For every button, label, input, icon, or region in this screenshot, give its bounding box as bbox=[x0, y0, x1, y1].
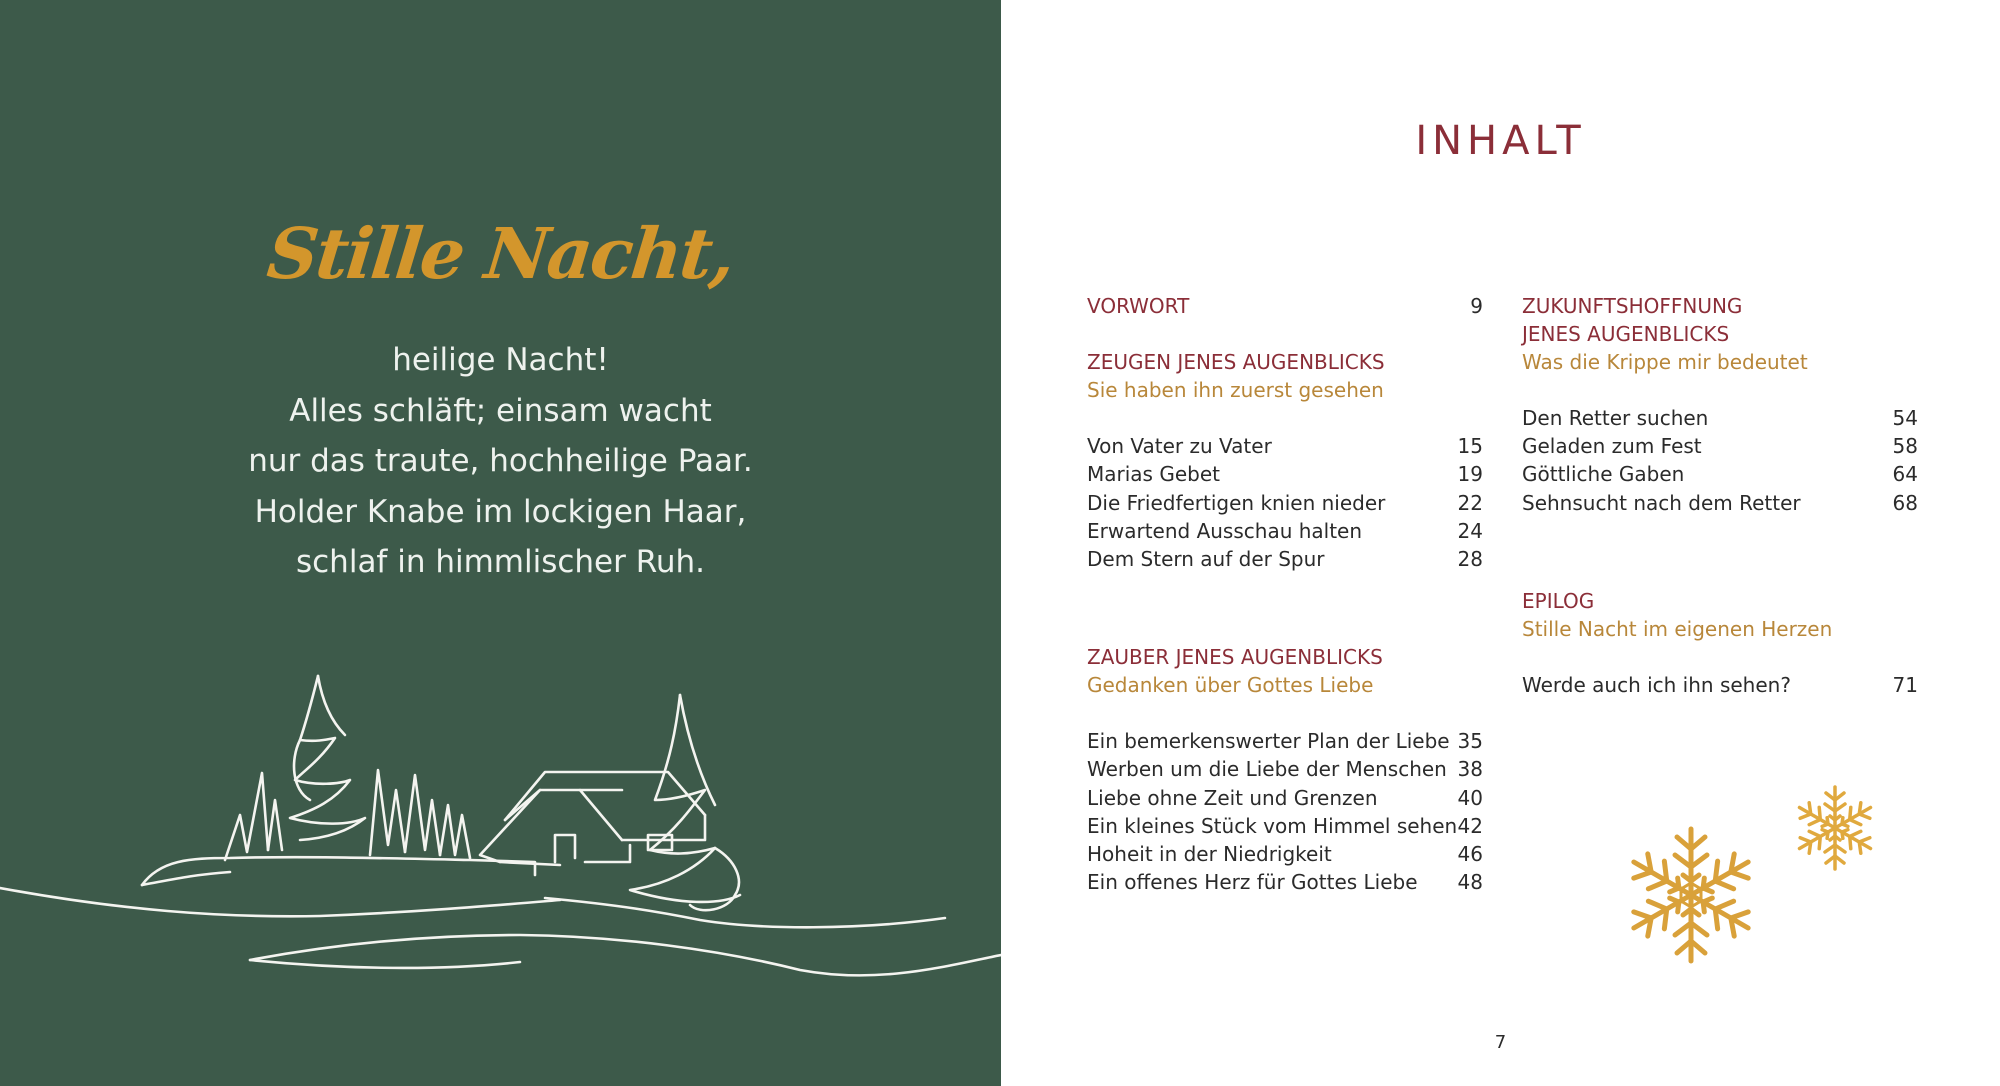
toc-column-left bbox=[1087, 292, 1483, 896]
toc-entry[interactable] bbox=[1522, 489, 1918, 517]
toc-entry[interactable] bbox=[1087, 784, 1483, 812]
toc-entry-label: Von Vater zu Vater bbox=[1087, 434, 1272, 459]
toc-entry-label: Dem Stern auf der Spur bbox=[1087, 547, 1325, 572]
poem-line: schlaf in himmlischer Ruh. bbox=[295, 544, 706, 580]
toc-entry-label: Marias Gebet bbox=[1087, 462, 1220, 487]
toc-entry[interactable] bbox=[1087, 755, 1483, 783]
poem-text bbox=[0, 335, 1001, 588]
poem-line: Holder Knabe im lockigen Haar, bbox=[254, 493, 747, 530]
toc-entry-page: 35 bbox=[1457, 729, 1483, 754]
toc-entry-page: 71 bbox=[1892, 672, 1918, 697]
toc-entry[interactable] bbox=[1087, 545, 1483, 573]
toc-entry-label: Sehnsucht nach dem Retter bbox=[1522, 490, 1801, 515]
section-subtitle: Gedanken über Gottes Liebe bbox=[1087, 673, 1374, 698]
section-subtitle: Was die Krippe mir bedeutet bbox=[1522, 350, 1808, 374]
toc-entry[interactable] bbox=[1522, 432, 1918, 460]
section-title: ZAUBER JENES AUGENBLICKS bbox=[1087, 645, 1383, 670]
toc-entry-label: Ein offenes Herz für Gottes Liebe bbox=[1087, 870, 1418, 895]
winter-landscape-illustration bbox=[0, 660, 1001, 990]
snowflake-icon bbox=[1627, 824, 1755, 966]
toc-entry-page: 28 bbox=[1457, 547, 1483, 572]
toc-entry-label: VORWORT bbox=[1087, 294, 1190, 318]
poem-line: heilige Nacht! bbox=[392, 342, 609, 378]
section-title: ZUKUNFTSHOFFNUNG bbox=[1522, 294, 1743, 318]
toc-entry-page: 68 bbox=[1892, 490, 1918, 515]
toc-entry[interactable] bbox=[1522, 460, 1918, 488]
toc-entry-page: 54 bbox=[1892, 406, 1918, 430]
toc-entry[interactable] bbox=[1087, 727, 1483, 755]
poem-title: Stille Nacht, bbox=[263, 212, 738, 295]
poem-line: nur das traute, hochheilige Paar. bbox=[248, 443, 753, 479]
toc-entry-page: 58 bbox=[1892, 434, 1918, 459]
toc-column-right bbox=[1522, 292, 1918, 699]
toc-section-epilog bbox=[1522, 587, 1918, 699]
right-page bbox=[1001, 0, 2000, 1086]
toc-entry-label: Geladen zum Fest bbox=[1522, 434, 1702, 459]
toc-entry-label: Göttliche Gaben bbox=[1522, 462, 1685, 487]
toc-entry-page: 64 bbox=[1892, 462, 1918, 487]
toc-entry-page: 48 bbox=[1457, 870, 1483, 895]
section-title: EPILOG bbox=[1522, 588, 1595, 613]
toc-entry-page: 38 bbox=[1457, 757, 1483, 782]
section-title: JENES AUGENBLICKS bbox=[1522, 322, 1730, 346]
toc-section-zeugen bbox=[1087, 348, 1483, 573]
toc-entry-page: 9 bbox=[1470, 294, 1483, 318]
poem-line: Alles schläft; einsam wacht bbox=[289, 392, 712, 429]
toc-entry[interactable] bbox=[1087, 840, 1483, 868]
section-subtitle: Sie haben ihn zuerst gesehen bbox=[1087, 378, 1384, 403]
toc-entry-label: Erwartend Ausschau halten bbox=[1087, 518, 1363, 543]
toc-entry-page: 22 bbox=[1457, 490, 1483, 515]
section-title: ZEUGEN JENES AUGENBLICKS bbox=[1087, 350, 1385, 375]
toc-entry-page: 40 bbox=[1457, 785, 1483, 810]
toc-entry-page: 19 bbox=[1457, 462, 1483, 487]
toc-entry[interactable] bbox=[1522, 671, 1918, 699]
toc-entry-page: 24 bbox=[1457, 518, 1483, 543]
toc-entry-page: 46 bbox=[1457, 842, 1483, 867]
toc-entry-label: Liebe ohne Zeit und Grenzen bbox=[1087, 785, 1378, 810]
toc-heading: INHALT bbox=[1415, 118, 1586, 164]
toc-entry[interactable] bbox=[1522, 404, 1918, 432]
toc-entry-label: Den Retter suchen bbox=[1522, 406, 1709, 430]
toc-entry[interactable] bbox=[1087, 868, 1483, 896]
toc-entry-label: Werben um die Liebe der Menschen bbox=[1087, 757, 1447, 782]
toc-entry[interactable] bbox=[1087, 489, 1483, 517]
toc-entry-label: Ein kleines Stück vom Himmel sehen bbox=[1087, 813, 1458, 838]
toc-entry[interactable] bbox=[1087, 432, 1483, 460]
toc-entry[interactable] bbox=[1087, 460, 1483, 488]
toc-entry-page: 15 bbox=[1457, 434, 1483, 459]
toc-entry[interactable] bbox=[1087, 812, 1483, 840]
toc-entry-page: 42 bbox=[1457, 813, 1483, 838]
page-number: 7 bbox=[1494, 1032, 1507, 1053]
section-subtitle: Stille Nacht im eigenen Herzen bbox=[1522, 616, 1833, 641]
toc-entry-label: Ein bemerkenswerter Plan der Liebe bbox=[1087, 729, 1450, 754]
snowflake-icon bbox=[1795, 784, 1875, 872]
toc-entry-label: Die Friedfertigen knien nieder bbox=[1087, 490, 1386, 515]
toc-entry[interactable] bbox=[1087, 517, 1483, 545]
toc-section-zauber bbox=[1087, 643, 1483, 896]
toc-entry-label: Werde auch ich ihn sehen? bbox=[1522, 672, 1791, 697]
toc-section-zukunftshoffnung bbox=[1522, 292, 1918, 517]
toc-entry-vorwort[interactable] bbox=[1087, 292, 1483, 320]
toc-entry-label: Hoheit in der Niedrigkeit bbox=[1087, 842, 1332, 867]
